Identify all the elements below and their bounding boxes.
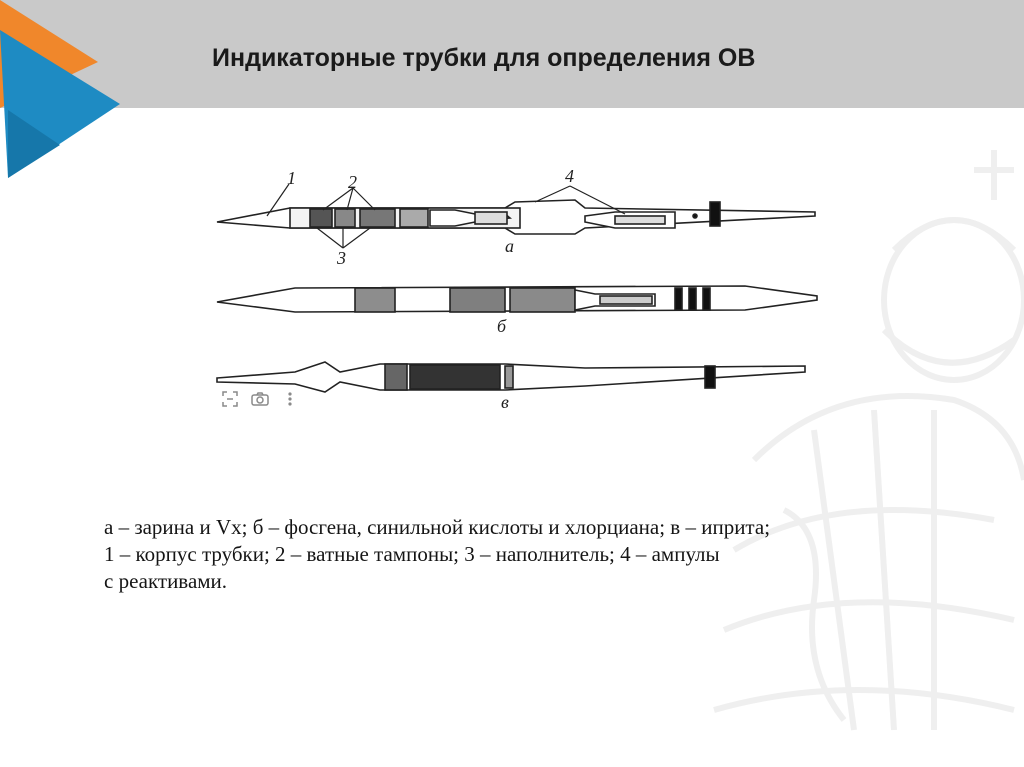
page-title: Индикаторные трубки для определения ОВ bbox=[212, 44, 756, 72]
caption-line: 1 – корпус трубки; 2 – ватные тампоны; 3 – наполнитель; 4 – ампулы bbox=[104, 542, 720, 566]
callout-3: 3 bbox=[337, 248, 346, 268]
callout-2: 2 bbox=[348, 172, 357, 192]
more-icon[interactable] bbox=[280, 389, 300, 409]
header-bar bbox=[0, 0, 1024, 108]
tube-label-a: а bbox=[505, 236, 514, 256]
tube-a bbox=[217, 200, 815, 234]
tubes-drawing bbox=[205, 160, 825, 410]
image-toolbar bbox=[216, 386, 316, 412]
logo-icon bbox=[0, 0, 130, 190]
scan-icon[interactable] bbox=[220, 389, 240, 409]
callout-4: 4 bbox=[565, 166, 574, 186]
tubes-figure bbox=[205, 160, 825, 415]
tube-label-b: б bbox=[497, 316, 507, 336]
tube-label-c: в bbox=[501, 392, 509, 412]
tube-b bbox=[217, 286, 817, 312]
callout-1: 1 bbox=[287, 168, 296, 188]
caption bbox=[104, 514, 944, 595]
camera-icon[interactable] bbox=[250, 389, 270, 409]
caption-line: а – зарина и Vx; б – фосгена, синильной кислоты и хлорциана; в – иприта; bbox=[104, 515, 771, 539]
caption-line: с реактивами. bbox=[104, 569, 228, 593]
